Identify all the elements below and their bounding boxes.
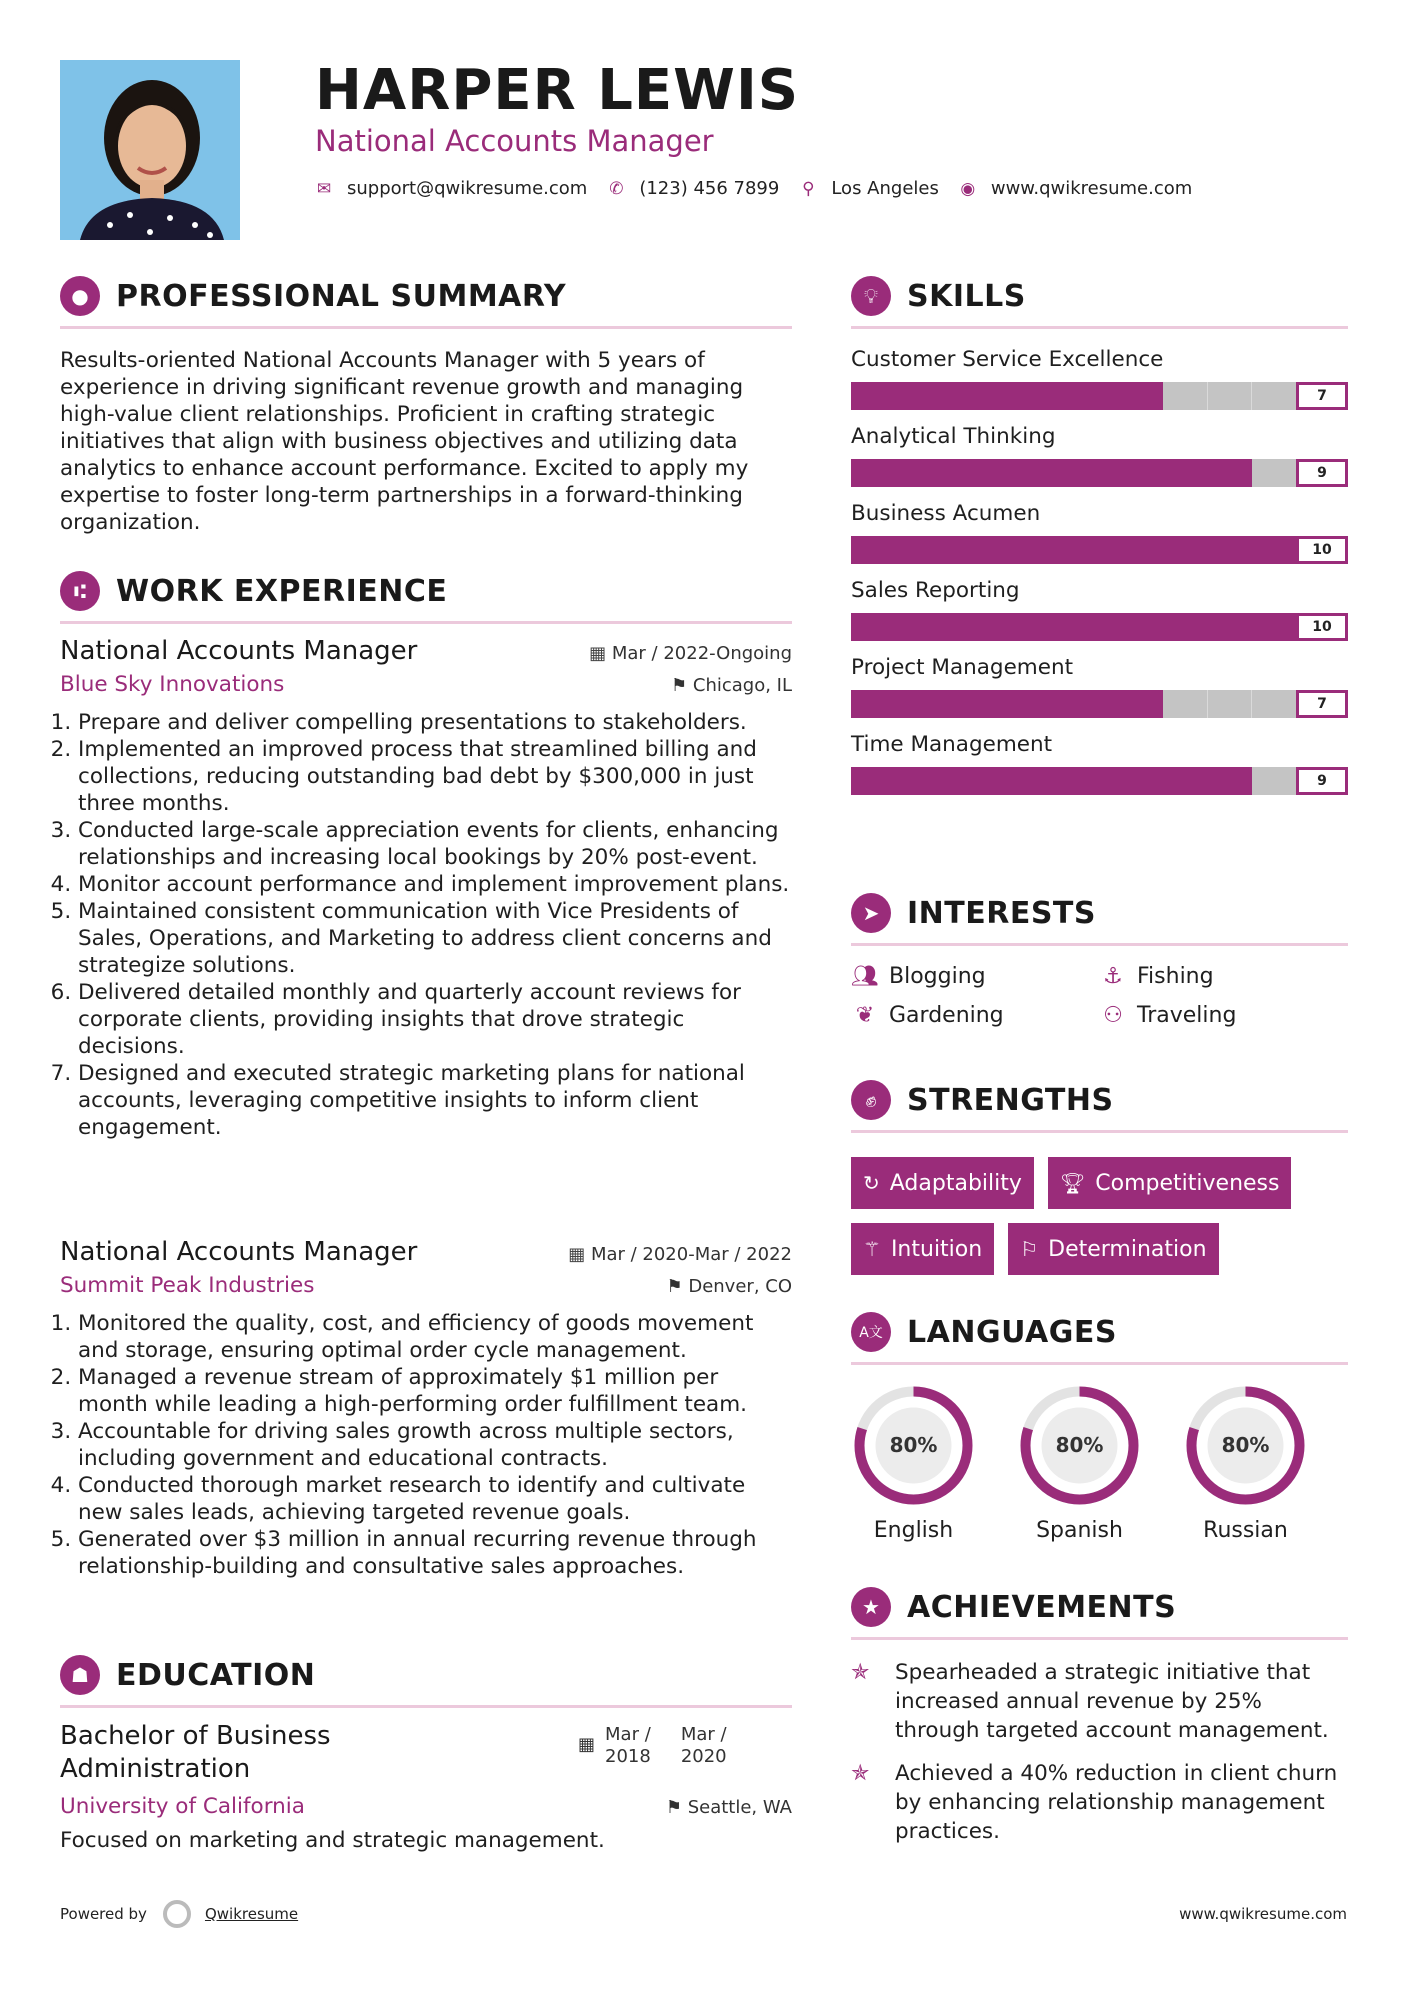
school-location: ⚑ Seattle, WA <box>665 1797 792 1818</box>
skill-segment <box>940 767 985 795</box>
language-item <box>1183 1383 1308 1543</box>
skill-segment <box>1252 459 1297 487</box>
list-item: 3. Accountable for driving sales growth across multiple sectors, including government and educational contracts. <box>78 1418 792 1472</box>
email-text: support@qwikresume.com <box>347 178 588 199</box>
divider <box>60 621 792 624</box>
language-label: English <box>873 1518 954 1543</box>
list-item: 1. Monitored the quality, cost, and efficiency of goods movement and storage, ensuring optimal order cycle management. <box>78 1310 792 1364</box>
achievement-item: ✯ Spearheaded a strategic initiative that increased annual revenue by 25% through targeted account management. <box>851 1660 1329 1743</box>
pin-icon: ⚑ <box>671 675 688 696</box>
skill-label: Business Acumen <box>851 501 1041 526</box>
skill-segment <box>1029 767 1074 795</box>
skill-segment <box>1163 382 1208 410</box>
job-duties <box>60 709 792 1141</box>
skill-segment <box>1163 613 1208 641</box>
skill-item <box>851 732 1348 795</box>
list-item: 4. Conducted thorough market research to identify and cultivate new sales leads, achieving targeted revenue goals. <box>78 1472 792 1526</box>
skill-segment <box>851 767 896 795</box>
list-item: 5. Maintained consistent communication with Vice Presidents of Sales, Operations, and Marketing to address client concerns and strategize solutions. <box>78 898 792 979</box>
skill-segment <box>896 690 941 718</box>
skill-segment <box>1252 382 1297 410</box>
profile-photo <box>60 60 240 240</box>
language-item <box>1017 1383 1142 1543</box>
language-ring <box>851 1383 976 1508</box>
education-dates: ▦ Mar / 2018 Mar / 2020 <box>578 1724 727 1767</box>
education-entry <box>60 1720 792 1870</box>
divider <box>851 1637 1348 1640</box>
skill-bar <box>851 459 1348 487</box>
divider <box>60 1705 792 1708</box>
skill-bar <box>851 767 1348 795</box>
divider <box>851 943 1348 946</box>
school-name: University of California <box>60 1794 305 1819</box>
skill-segment <box>1029 690 1074 718</box>
qwikresume-logo-icon <box>163 1900 191 1928</box>
skill-score: 9 <box>1296 459 1348 487</box>
skill-item <box>851 347 1348 410</box>
skill-score: 10 <box>1296 613 1348 641</box>
language-percent: 80% <box>1221 1433 1270 1457</box>
candidate-name: HARPER LEWIS <box>315 58 800 123</box>
skill-bar <box>851 690 1348 718</box>
job-dates: ▦ Mar / 2022-Ongoing <box>589 643 792 664</box>
strength-chip: 🏆︎ Competitiveness <box>1048 1157 1292 1209</box>
list-item: 2. Managed a revenue stream of approximately $1 million per month while leading a high-performing order fulfillment team. <box>78 1364 792 1418</box>
leaf-icon: ❦ <box>855 1003 875 1028</box>
skill-segment <box>1119 767 1164 795</box>
languages-section <box>851 1310 1348 1543</box>
skill-segment <box>985 613 1030 641</box>
education-heading: ☗ EDUCATION <box>60 1653 792 1697</box>
skill-segment <box>1029 459 1074 487</box>
refresh-icon: ↻ <box>863 1171 880 1195</box>
skill-segment <box>1029 382 1074 410</box>
job-title: National Accounts Manager <box>60 1237 418 1267</box>
map-pin-icon: ⚲ <box>802 178 815 199</box>
graduate-icon: ☗ <box>60 1655 100 1695</box>
achievement-item: ✯ Achieved a 40% reduction in client churn by enhancing relationship management practices. <box>851 1761 1338 1844</box>
skill-segment <box>1208 613 1253 641</box>
envelope-icon: ✉ <box>316 178 332 199</box>
achievements-section <box>851 1585 1348 1846</box>
translate-icon: A文 <box>851 1312 891 1352</box>
fist-icon: ✊︎ <box>851 1080 891 1120</box>
language-percent: 80% <box>1055 1433 1104 1457</box>
skill-segment <box>1208 459 1253 487</box>
contact-bar <box>315 178 1212 199</box>
star-icon: ✯ <box>851 1761 870 1786</box>
job-entry <box>60 1237 792 1580</box>
achievements-heading: ★ ACHIEVEMENTS <box>851 1585 1348 1629</box>
avatar <box>60 60 240 240</box>
strength-chip: ⚚ Intuition <box>851 1223 994 1275</box>
job-location: ⚑ Chicago, IL <box>671 675 792 696</box>
skill-segment <box>1029 613 1074 641</box>
skill-segment <box>985 767 1030 795</box>
language-percent: 80% <box>889 1433 938 1457</box>
anchor-icon: ⚓︎ <box>1103 964 1123 989</box>
company-name: Summit Peak Industries <box>60 1273 315 1298</box>
candidate-role: National Accounts Manager <box>315 124 714 158</box>
skill-segment <box>896 382 941 410</box>
skill-segment <box>1074 536 1119 564</box>
skill-segment <box>1119 459 1164 487</box>
calendar-icon: ▦ <box>568 1244 586 1265</box>
skill-segment <box>851 613 896 641</box>
interests-grid <box>851 964 1348 1028</box>
interest-item: 👥︎ Blogging <box>851 964 986 989</box>
skill-segment <box>985 382 1030 410</box>
skill-segment <box>1074 382 1119 410</box>
skill-score: 9 <box>1296 767 1348 795</box>
globe-icon: ◉ <box>960 178 976 199</box>
skill-segment <box>985 690 1030 718</box>
interest-item: ⚇ Traveling <box>1099 1003 1347 1028</box>
skill-item <box>851 655 1348 718</box>
flag-icon: ⚐ <box>1020 1237 1039 1261</box>
experience-heading: ⑆ WORK EXPERIENCE <box>60 569 792 613</box>
skill-segment <box>1252 767 1297 795</box>
skill-segment <box>1208 767 1253 795</box>
skill-segment <box>1163 690 1208 718</box>
language-ring <box>1017 1383 1142 1508</box>
skills-list <box>851 347 1348 795</box>
degree: Bachelor of Business Administration <box>60 1721 331 1784</box>
trophy-icon: 🏆︎ <box>1059 1171 1086 1195</box>
skill-segment <box>1074 613 1119 641</box>
job-entry <box>60 636 792 1141</box>
list-item: 3. Conducted large-scale appreciation events for clients, enhancing relationships and increasing local bookings by 20% post-event. <box>78 817 792 871</box>
skill-segment <box>1252 536 1297 564</box>
list-item: 7. Designed and executed strategic marketing plans for national accounts, leveraging competitive insights to inform client engagement. <box>78 1060 792 1141</box>
skill-score: 10 <box>1296 536 1348 564</box>
skill-label: Time Management <box>851 732 1053 757</box>
paper-plane-icon: ➤ <box>851 893 891 933</box>
divider <box>851 1130 1348 1133</box>
education-section <box>60 1653 792 1708</box>
skill-item <box>851 424 1348 487</box>
location-text: Los Angeles <box>831 178 939 199</box>
star-icon: ✯ <box>851 1660 870 1685</box>
strength-chip: ↻ Adaptability <box>851 1157 1034 1209</box>
skill-segment <box>985 536 1030 564</box>
skill-segment <box>851 459 896 487</box>
skill-segment <box>1119 536 1164 564</box>
strength-chip: ⚐ Determination <box>1008 1223 1218 1275</box>
interest-item: ❦ Gardening <box>851 1003 1099 1028</box>
binoculars-icon: ⚇ <box>1103 1003 1123 1028</box>
lightbulb-icon: 💡︎ <box>851 276 891 316</box>
job-dates: ▦ Mar / 2020-Mar / 2022 <box>568 1244 792 1265</box>
skill-segment <box>1074 690 1119 718</box>
skills-section <box>851 274 1348 795</box>
list-item: 1. Prepare and deliver compelling presentations to stakeholders. <box>78 709 792 736</box>
skill-segment <box>1074 459 1119 487</box>
contact-location <box>799 178 939 199</box>
skill-segment <box>1208 382 1253 410</box>
contact-phone[interactable] <box>607 178 779 199</box>
skill-segment <box>940 613 985 641</box>
skill-item <box>851 501 1348 564</box>
skill-segment <box>1074 767 1119 795</box>
skill-segment <box>851 536 896 564</box>
divider <box>851 1362 1348 1365</box>
skill-segment <box>896 767 941 795</box>
strengths-section <box>851 1078 1348 1275</box>
languages-heading: A文 LANGUAGES <box>851 1310 1348 1354</box>
list-item: 4. Monitor account performance and implement improvement plans. <box>78 871 792 898</box>
skill-segment <box>940 536 985 564</box>
contact-website[interactable] <box>959 178 1192 199</box>
company-name: Blue Sky Innovations <box>60 672 285 697</box>
skill-segment <box>1119 690 1164 718</box>
job-location: ⚑ Denver, CO <box>666 1276 792 1297</box>
skill-segment <box>940 459 985 487</box>
job-title: National Accounts Manager <box>60 636 418 666</box>
summary-heading: ● PROFESSIONAL SUMMARY <box>60 274 792 318</box>
job-duties <box>60 1310 792 1580</box>
skill-segment <box>985 459 1030 487</box>
languages-list <box>851 1383 1348 1543</box>
skill-segment <box>851 382 896 410</box>
website-text: www.qwikresume.com <box>990 178 1193 199</box>
skill-bar <box>851 382 1348 410</box>
list-item: 2. Implemented an improved process that streamlined billing and collections, reducing outstanding bad debt by $300,000 in just three months. <box>78 736 792 817</box>
divider <box>60 326 792 329</box>
skill-label: Project Management <box>851 655 1074 680</box>
language-item <box>851 1383 976 1543</box>
pin-icon: ⚑ <box>665 1797 682 1818</box>
divider <box>851 326 1348 329</box>
language-label: Spanish <box>1036 1518 1123 1543</box>
interests-heading: ➤ INTERESTS <box>851 891 1348 935</box>
star-badge-icon: ★ <box>851 1587 891 1627</box>
summary-text: Results-oriented National Accounts Manager with 5 years of experience in driving significant revenue growth and managing high-value client relationships. Proficient in crafting strategic initiatives that align with business objectives and utilizing data analytics to enhance account performance. Excited to apply my expertise to foster long-term partnerships in a forward-thinking organization. <box>60 348 749 535</box>
summary-section <box>60 274 792 536</box>
skills-heading: 💡︎ SKILLS <box>851 274 1348 318</box>
skill-score: 7 <box>1296 382 1348 410</box>
skill-score: 7 <box>1296 690 1348 718</box>
skill-label: Sales Reporting <box>851 578 1020 603</box>
calendar-icon: ▦ <box>578 1734 596 1755</box>
powered-by-label: Powered by <box>60 1905 147 1923</box>
skill-segment <box>1119 613 1164 641</box>
skill-segment <box>1208 690 1253 718</box>
phone-icon: ✆ <box>609 178 624 199</box>
strengths-chips <box>851 1157 1348 1275</box>
skill-segment <box>896 536 941 564</box>
strengths-heading: ✊︎ STRENGTHS <box>851 1078 1348 1122</box>
language-ring <box>1183 1383 1308 1508</box>
magic-wand-icon: ⚚ <box>863 1237 881 1261</box>
list-item: 5. Generated over $3 million in annual recurring revenue through relationship-building and consultative sales approaches. <box>78 1526 792 1580</box>
skill-segment <box>1252 690 1297 718</box>
language-label: Russian <box>1203 1518 1288 1543</box>
pin-icon: ⚑ <box>666 1276 683 1297</box>
brand-link[interactable]: Qwikresume <box>204 1905 299 1923</box>
footer-site[interactable]: www.qwikresume.com <box>1179 1905 1347 1923</box>
interests-section <box>851 891 1348 1028</box>
skill-bar <box>851 536 1348 564</box>
achievements-list <box>851 1658 1348 1846</box>
contact-email[interactable] <box>315 178 587 199</box>
skill-item <box>851 578 1348 641</box>
skill-label: Analytical Thinking <box>851 424 1056 449</box>
skill-segment <box>940 382 985 410</box>
skill-segment <box>896 459 941 487</box>
skill-segment <box>1029 536 1074 564</box>
skill-segment <box>1163 767 1208 795</box>
list-item: 6. Delivered detailed monthly and quarterly account reviews for corporate clients, providing insights that drove strategic decisions. <box>78 979 792 1060</box>
calendar-icon: ▦ <box>589 643 607 664</box>
experience-section <box>60 569 792 624</box>
skill-segment <box>851 690 896 718</box>
chair-icon: ⑆ <box>60 571 100 611</box>
skill-segment <box>1119 382 1164 410</box>
user-icon: ● <box>60 276 100 316</box>
footer-left <box>60 1900 298 1928</box>
skill-label: Customer Service Excellence <box>851 347 1164 372</box>
skill-bar <box>851 613 1348 641</box>
skill-segment <box>1252 613 1297 641</box>
skill-segment <box>1163 459 1208 487</box>
education-note: Focused on marketing and strategic management. <box>60 1828 605 1853</box>
skill-segment <box>940 690 985 718</box>
interest-item: ⚓︎ Fishing <box>1099 964 1347 989</box>
skill-segment <box>1208 536 1253 564</box>
phone-text: (123) 456 7899 <box>639 178 780 199</box>
skill-segment <box>896 613 941 641</box>
skill-segment <box>1163 536 1208 564</box>
users-icon: 👥︎ <box>851 964 879 989</box>
